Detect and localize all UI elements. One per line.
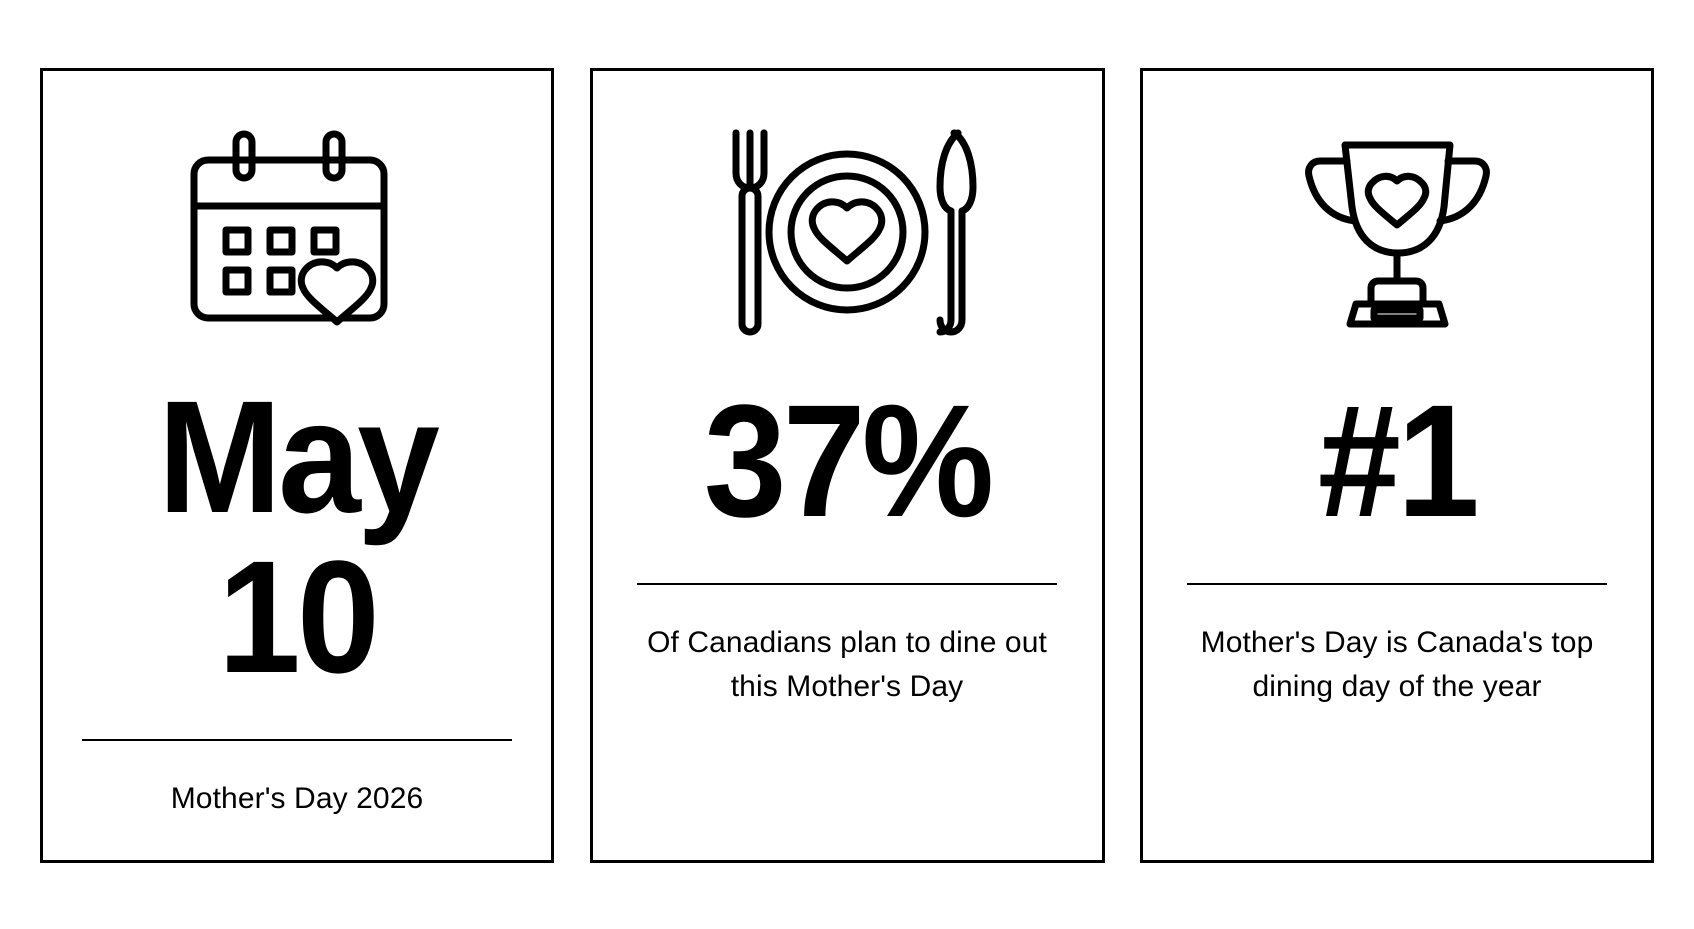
stat-value: May 10 — [157, 366, 437, 706]
divider — [637, 583, 1057, 585]
stat-card-date — [40, 68, 554, 863]
stat-card-row — [40, 68, 1654, 863]
divider — [82, 739, 512, 741]
stat-value: 37% — [703, 371, 991, 550]
stat-caption: Mother's Day 2026 — [170, 781, 424, 815]
calendar-heart-icon — [182, 117, 412, 343]
stat-caption: Of Canadians plan to dine out this Mother's Day — [647, 626, 1047, 703]
stat-card-rank — [1140, 68, 1654, 863]
trophy-heart-icon — [1290, 117, 1505, 347]
divider — [1187, 583, 1607, 585]
stat-value: #1 — [1317, 371, 1477, 550]
stat-card-percent — [590, 68, 1105, 863]
stat-caption: Mother's Day is Canada's top dining day of the year — [1200, 626, 1594, 703]
plate-fork-knife-heart-icon — [712, 117, 982, 347]
